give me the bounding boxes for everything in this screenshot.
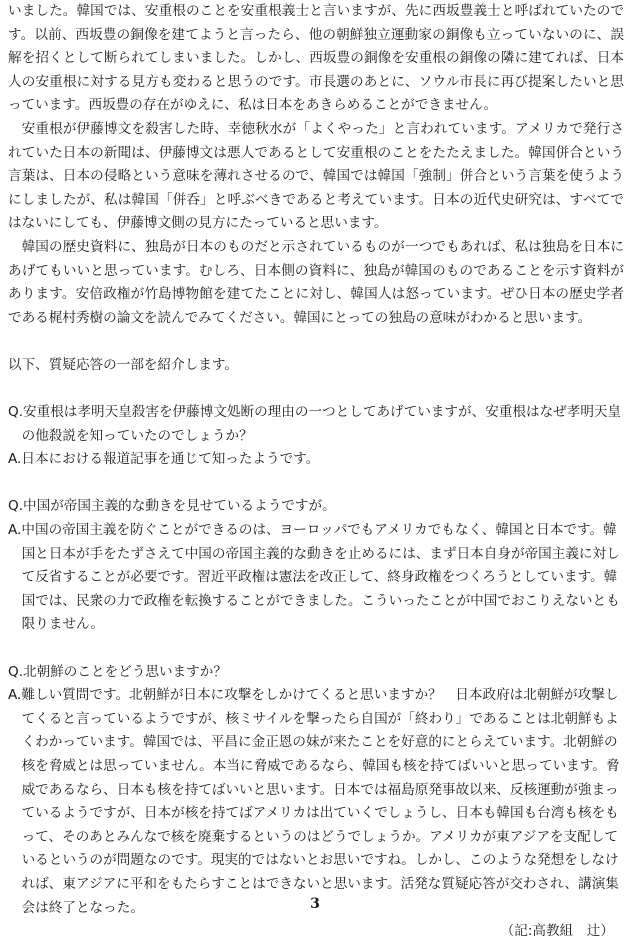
question: Q.中国が帝国主義的な動きを見せているようですが。 (8, 498, 336, 515)
qa-intro: 以下、質疑応答の一部を紹介します。 (8, 356, 239, 373)
document-page (8, 0, 624, 944)
question: Q.安重根は孝明天皇殺害を伊藤博文処断の理由の一つとしてあげていますが、安重根はなぜ孝明天皇の他殺説を知っていたのでしょうか？ (8, 404, 622, 444)
body-paragraph: 安重根が伊藤博文を殺害した時、幸徳秋水が「よくやった」と言われています。アメリカで発行されていた日本の新聞は、伊藤博文は悪人であるとして安重根のことをたたえました。韓国併合という言葉は、日本の侵略という意味を薄れさせるので、韓国では韓国「強制」併合という言葉を使うようにしましたが、私は韓国「併呑」と呼ぶべきであると考えています。日本の近代史研究は、すべてではないにしても、伊藤博文側の見方にたっていると思います。 (8, 120, 624, 232)
qa-block (8, 495, 624, 637)
question: Q.北朝鮮のことをどう思いますか？ (8, 663, 227, 680)
author-signature: （記:高教組 辻） (500, 923, 614, 940)
answer: A.日本における報道記事を通じて知ったようです。 (8, 451, 320, 468)
body-paragraph: いました。韓国では、安重根のことを安重根義士と言いますが、先に西坂豊義士と呼ばれていたのです。以前、西坂豊の銅像を建てようと言ったら、他の朝鮮独立運動家の銅像も立っていないのに、誤解を招くとして断られてしまいました。しかし、西坂豊の銅像を安重根の銅像の隣に建てれば、日本人の安重根に対する見方も変わると思うのです。市長選のあとに、ソウル市長に再び提案したいと思っています。西坂豊の存在がゆえに、私は日本をあきらめることができません。 (8, 3, 624, 114)
answer: A.難しい質問です。北朝鮮が日本に攻撃をしかけてくると思いますか？ 日本政府は北朝鮮が攻撃してくると言っているようですが、核ミサイルを撃ったら自国が「終わり」であることは北朝鮮もよくわかっています。韓国では、平昌に金正恩の妹が来たことを好意的にとらえています。北朝鮮の核を脅威とは思っていません。本当に脅威であるなら、韓国も核を持てばいいと思っています。脅威であるなら、日本も核を持てばいいと思います。日本では福島原発事故以来、反核運動が強まっているようですが、日本が核を持てばアメリカは出ていくでしょうし、日本も韓国も台湾も核をもって、そのあとみんなで核を廃棄するというのはどうでしょうか。アメリカが東アジアを支配しているというのが問題なのです。現実的ではないとお思いですね。しかし、このような発想をしなければ、東アジアに平和をもたらすことはできないと思います。活発な質疑応答が交わされ、講演集会は終了となった。 (8, 687, 620, 916)
qa-block (8, 661, 624, 921)
body-paragraph: 韓国の歴史資料に、独島が日本のものだと示されているものが一つでもあれば、私は独島を日本にあげてもいいと思っています。むしろ、日本側の資料に、独島が韓国のものであることを示す資料があります。安倍政権が竹島博物館を建てたことに対し、韓国人は怒っています。ぜひ日本の歴史学者である梶村秀樹の論文を読んでみてください。韓国にとっての独島の意味がわかると思います。 (8, 238, 624, 326)
answer: A.中国の帝国主義を防ぐことができるのは、ヨーロッパでもアメリカでもなく、韓国と日本です。韓国と日本が手をたずさえて中国の帝国主義的な動きを止めるには、まず日本自身が帝国主義に対して反省することが必要です。習近平政権は憲法を改正して、終身政権をつくろうとしています。韓国では、民衆の力で政権を転換することができました。こういったことが中国でおこりえないとも限りません。 (8, 522, 620, 633)
qa-block (8, 401, 624, 472)
page-number: 3 (310, 896, 320, 912)
